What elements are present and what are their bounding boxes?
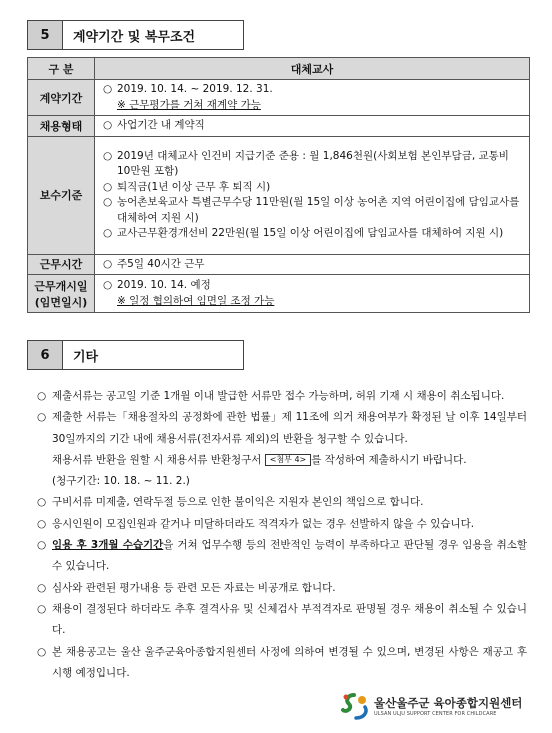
bullet-icon: ○ bbox=[103, 227, 113, 239]
table-row bbox=[28, 136, 530, 254]
table-row bbox=[28, 275, 530, 313]
list-item bbox=[37, 407, 527, 492]
bullet-icon: ○ bbox=[103, 119, 113, 131]
section-title: 기타 bbox=[63, 340, 244, 370]
pay-item: 퇴직금(1년 이상 근무 후 퇴직 시) bbox=[117, 180, 271, 193]
row-label-start-sub: (임면일시) bbox=[34, 295, 88, 309]
bullet-icon: ○ bbox=[37, 411, 47, 424]
note-text: 응시인원이 모집인원과 같거나 미달하더라도 적격자가 없는 경우 선발하지 않을 수 있습니다. bbox=[52, 517, 475, 530]
pay-item: 농어촌보육교사 특별근무수당 11만원(월 15일 이상 농어촌 지역 어린이집에 담임교사를 대체하여 지원 시) bbox=[117, 196, 520, 224]
center-logo-icon bbox=[340, 692, 370, 720]
pay-item: 2019년 대체교사 인건비 지급기준 준용 : 월 1,846천원(사회보험 본인부담금, 교통비 10만원 포함) bbox=[117, 149, 509, 177]
note-text: 을 거쳐 업무수행 등의 전반적인 능력이 부족하다고 판단될 경우 임용을 취소할 수 있습니다. bbox=[52, 539, 528, 573]
note-bold-text: 임용 후 3개월 수습기간 bbox=[52, 539, 164, 552]
bullet-icon: ○ bbox=[37, 645, 47, 658]
table-row bbox=[28, 116, 530, 137]
bullet-icon: ○ bbox=[103, 279, 113, 291]
start-note: ※ 일정 협의하여 임면일 조정 가능 bbox=[117, 294, 275, 307]
list-item bbox=[37, 578, 527, 599]
note-text: 제출한 서류는「채용절차의 공정화에 관한 법률」제 11조에 의거 채용여부가 확정된 날 이후 14일부터 30일까지의 기간 내에 채용서류(전자서류 제외)의 반환을 청구할 수 있습니다. bbox=[52, 411, 527, 445]
pay-item: 교사근무환경개선비 22만원(월 15일 이상 어린이집에 담임교사를 대체하여 지원 시) bbox=[117, 227, 504, 239]
notes-list bbox=[37, 386, 527, 684]
center-name: 울산울주군 육아종합지원센터 bbox=[374, 696, 523, 710]
bullet-icon: ○ bbox=[37, 539, 47, 552]
center-logo bbox=[340, 690, 540, 722]
attachment-badge: <첨부 4> bbox=[265, 454, 312, 466]
section-number: 6 bbox=[27, 340, 63, 370]
center-english-name: ULSAN ULJU SUPPORT CENTER FOR CHILDCARE bbox=[374, 711, 497, 717]
section-5-header bbox=[27, 20, 244, 50]
bullet-icon: ○ bbox=[103, 180, 113, 193]
bullet-icon: ○ bbox=[103, 149, 113, 162]
row-label-hours: 근무시간 bbox=[28, 254, 95, 275]
work-hours: 주5일 40시간 근무 bbox=[117, 257, 205, 270]
note-text: 구비서류 미제출, 연락두절 등으로 인한 불이익은 지원자 본인의 책임으로 합니다. bbox=[52, 496, 424, 509]
note-text: 본 채용공고는 울산 울주군육아종합지원센터 사정에 의하여 변경될 수 있으며, 변경된 사항은 재공고 후 시행 예정입니다. bbox=[52, 645, 527, 679]
section-6-header bbox=[27, 340, 244, 370]
table-row bbox=[28, 80, 530, 116]
section-number: 5 bbox=[27, 20, 63, 50]
bullet-icon: ○ bbox=[103, 257, 113, 270]
table-row bbox=[28, 254, 530, 275]
list-item bbox=[37, 535, 527, 578]
start-date: 2019. 10. 14. 예정 bbox=[117, 279, 211, 291]
terms-table bbox=[27, 57, 530, 313]
note-text: 채용서류 반환을 원할 시 채용서류 반환청구서 bbox=[52, 453, 262, 466]
section-title: 계약기간 및 복무조건 bbox=[63, 20, 244, 50]
bullet-icon: ○ bbox=[37, 602, 47, 615]
bullet-icon: ○ bbox=[103, 83, 113, 95]
header-substitute-teacher: 대체교사 bbox=[95, 58, 530, 80]
employment-type: 사업기간 내 계약직 bbox=[117, 119, 205, 131]
period-dates: 2019. 10. 14. ~ 2019. 12. 31. bbox=[117, 83, 273, 95]
period-note: ※ 근무평가를 거쳐 재계약 가능 bbox=[117, 98, 261, 111]
row-label-period: 계약기간 bbox=[28, 80, 95, 116]
header-category: 구 분 bbox=[28, 58, 95, 80]
list-item bbox=[37, 492, 527, 513]
list-item bbox=[37, 642, 527, 685]
note-text: 를 작성하여 제출하시기 바랍니다. bbox=[311, 453, 467, 466]
list-item bbox=[37, 514, 527, 535]
list-item bbox=[37, 599, 527, 642]
bullet-icon: ○ bbox=[103, 196, 113, 208]
bullet-icon: ○ bbox=[37, 496, 47, 509]
bullet-icon: ○ bbox=[37, 517, 47, 530]
list-item bbox=[37, 386, 527, 407]
row-label-type: 채용형태 bbox=[28, 116, 95, 137]
bullet-icon: ○ bbox=[37, 581, 47, 594]
note-text: 심사와 관련된 평가내용 등 관련 모든 자료는 비공개로 합니다. bbox=[52, 581, 336, 594]
bullet-icon: ○ bbox=[37, 390, 47, 402]
note-text: 채용이 결정된다 하더라도 추후 결격사유 및 신체검사 부적격자로 판명될 경우 채용이 취소될 수 있습니다. bbox=[52, 602, 527, 637]
table-header-row bbox=[28, 58, 530, 80]
row-label-start: 근무개시일 bbox=[34, 279, 88, 293]
note-text: (청구기간: 10. 18. ~ 11. 2.) bbox=[52, 475, 190, 488]
row-label-pay: 보수기준 bbox=[28, 136, 95, 254]
note-text: 제출서류는 공고일 기준 1개월 이내 발급한 서류만 접수 가능하며, 허위 기재 시 채용이 취소됩니다. bbox=[52, 390, 505, 402]
